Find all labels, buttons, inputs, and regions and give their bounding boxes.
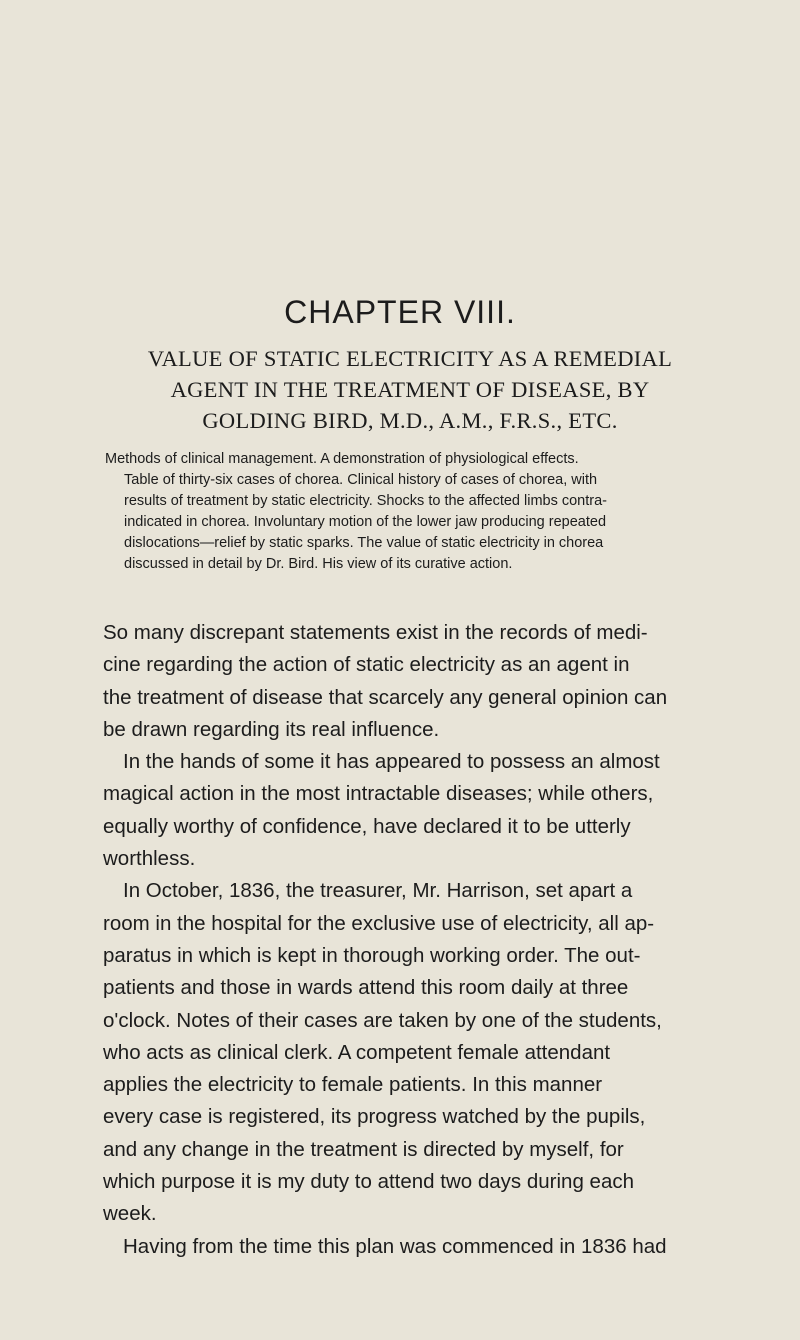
summary-line: dislocations—relief by static sparks. The value of static electricity in chorea [124,534,604,551]
chapter-title: CHAPTER VIII. [284,294,516,330]
body-line: room in the hospital for the exclusive use of electricity, all ap- [103,911,655,935]
body-text [103,617,743,1263]
body-line: Having from the time this plan was commenced in 1836 had [123,1234,667,1258]
heading-line: AGENT IN THE TREATMENT OF DISEASE, BY [170,377,650,402]
body-line: paratus in which is kept in thorough working order. The out- [103,943,641,967]
summary-line: discussed in detail by Dr. Bird. His view of its curative action. [124,555,513,572]
body-line: o'clock. Notes of their cases are taken by one of the students, [103,1008,662,1032]
chapter-summary [105,449,744,574]
body-line: week. [103,1202,157,1226]
heading-line: VALUE OF STATIC ELECTRICITY AS A REMEDIAL [147,346,673,371]
body-line: So many discrepant statements exist in the records of medi- [103,621,648,644]
body-line: which purpose it is my duty to attend two days during each [103,1170,635,1194]
body-line: who acts as clinical clerk. A competent female attendant [103,1040,611,1064]
body-line: In October, 1836, the treasurer, Mr. Harrison, set apart a [123,879,633,903]
summary-line: Methods of clinical management. A demonstration of physiological effects. [105,451,579,467]
body-line: worthless. [103,847,196,871]
heading-line: GOLDING BIRD, M.D., A.M., F.R.S., ETC. [202,408,618,433]
body-line: applies the electricity to female patients. In this manner [103,1073,603,1097]
body-line: patients and those in wards attend this room daily at three [103,976,629,1000]
body-line: magical action in the most intractable diseases; while others, [103,782,654,806]
body-line: and any change in the treatment is directed by myself, for [103,1137,624,1161]
body-line: the treatment of disease that scarcely any general opinion can [103,685,668,709]
body-line: cine regarding the action of static electricity as an agent in [103,653,630,677]
body-line: be drawn regarding its real influence. [103,717,440,741]
chapter-heading [90,343,730,436]
summary-line: indicated in chorea. Involuntary motion of the lower jaw producing repeated [124,513,607,530]
body-line: equally worthy of confidence, have declared it to be utterly [103,814,631,838]
body-line: In the hands of some it has appeared to possess an almost [123,750,660,774]
summary-line: Table of thirty-six cases of chorea. Clinical history of cases of chorea, with [124,471,598,488]
summary-line: results of treatment by static electricity. Shocks to the affected limbs contra- [124,492,607,509]
body-line: every case is registered, its progress watched by the pupils, [103,1105,646,1129]
